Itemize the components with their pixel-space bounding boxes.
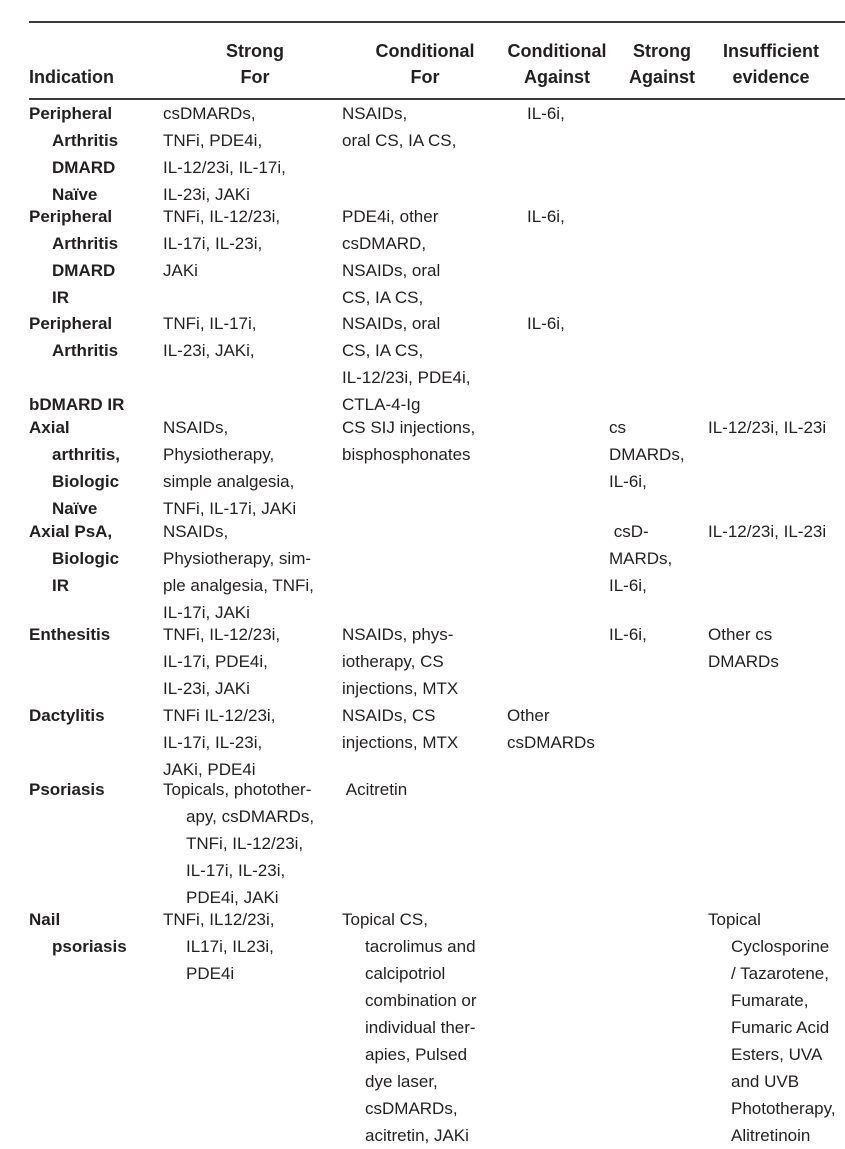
cell-line: PDE4i, JAKi [186,888,279,907]
cell-line: csDMARD, [342,234,427,253]
cell-line: ple analgesia, TNFi, [163,576,314,595]
cell-line: Naïve [52,499,98,518]
cell-insufficient [708,414,826,441]
cell-indication [29,621,110,648]
cell-line: IL-12/23i, IL-17i, [163,158,286,177]
cell-line: Physiotherapy, sim- [163,549,312,568]
column-header-line: Against [523,67,590,87]
cell-line: IL17i, IL23i, [186,937,274,956]
cell-line: TNFi, PDE4i, [163,131,263,150]
column-header-strong-for [195,38,315,90]
cell-line: IL-6i, [527,207,565,226]
cell-line: csDMARDs [507,733,595,752]
cell-line: csD- [609,522,649,541]
cell-indication [29,310,124,418]
cell-line: Fumarate, [731,991,809,1010]
cell-line: IL-12/23i, PDE4i, [342,368,471,387]
cell-strong-for [163,100,286,208]
cell-line: Physiotherapy, [163,445,275,464]
cell-line: simple analgesia, [163,472,295,491]
cell-insufficient [708,518,826,545]
cell-line: Peripheral [29,207,113,226]
cell-line: Fumaric Acid [731,1018,830,1037]
cell-line: MARDs, [609,549,673,568]
cell-line: TNFi, IL-12/23i, [163,207,281,226]
cell-line: IL-12/23i, IL-23i [708,418,827,437]
cell-conditional-for [342,310,471,418]
cell-line: CS, IA CS, [342,288,424,307]
cell-line: CS SIJ injections, [342,418,476,437]
cell-line: CTLA-4-Ig [342,395,421,414]
cell-line: arthritis, [52,445,121,464]
cell-conditional-against [527,203,565,230]
cell-conditional-against [527,310,565,337]
cell-line: oral CS, IA CS, [342,131,457,150]
cell-conditional-against [507,702,595,756]
cell-insufficient [708,621,779,675]
column-header-line: For [410,67,440,87]
cell-strong-for [163,621,280,702]
cell-strong-against [609,518,672,599]
cell-line: psoriasis [52,937,127,956]
cell-line: DMARDs [708,652,779,671]
column-header-insufficient [706,38,836,90]
column-header-line: evidence [732,67,810,87]
cell-line: injections, MTX [342,679,459,698]
cell-line: Axial [29,418,70,437]
cell-line: Topicals, photother- [163,780,312,799]
cell-line: Phototherapy, [731,1099,836,1118]
cell-line: CS, IA CS, [342,341,424,360]
cell-line: IL-23i, JAKi, [163,341,255,360]
cell-line: NSAIDs, [163,522,229,541]
cell-indication [29,100,118,208]
cell-conditional-against [527,100,565,127]
cell-line: IL-17i, IL-23i, [186,861,286,880]
cell-line: JAKi, PDE4i [163,760,256,779]
cell-line: JAKi [163,261,198,280]
cell-line: Other cs [708,625,773,644]
cell-line: Naïve [52,185,98,204]
cell-line: Biologic [52,549,120,568]
cell-line: calcipotriol [365,964,446,983]
column-header-line: Conditional [375,41,475,61]
cell-line: Arthritis [52,131,119,150]
cell-line: bDMARD IR [29,395,125,414]
cell-line: TNFi, IL-17i, [163,314,257,333]
cell-line: tacrolimus and [365,937,476,956]
cell-line: IL-12/23i, IL-23i [708,522,827,541]
cell-conditional-for [342,906,477,1149]
cell-line: TNFi, IL-12/23i, [186,834,304,853]
cell-line: apies, Pulsed [365,1045,468,1064]
cell-indication [29,518,119,599]
cell-line: NSAIDs, oral [342,314,441,333]
cell-strong-against [609,414,685,495]
column-header-conditional-against [497,38,617,90]
cell-line: acitretin, JAKi [365,1126,469,1145]
cell-indication [29,906,127,960]
column-header-conditional-for [355,38,495,90]
cell-line: Topical CS, [342,910,428,929]
cell-line: Alitretinoin [731,1126,811,1145]
cell-conditional-for [342,100,456,154]
cell-strong-for [163,776,314,911]
column-header-line: Insufficient [722,41,819,61]
cell-conditional-for [342,203,440,311]
cell-line: IL-23i, JAKi [163,185,250,204]
cell-line: TNFi, IL-12/23i, [163,625,281,644]
cell-strong-for [163,702,275,783]
cell-line: NSAIDs, oral [342,261,441,280]
cell-line: TNFi, IL-17i, JAKi [163,499,297,518]
cell-line: IR [52,576,69,595]
cell-line [29,364,124,391]
cell-line: Nail [29,910,61,929]
cell-line: Biologic [52,472,120,491]
cell-line: Topical [708,910,761,929]
cell-line: DMARDs, [609,445,685,464]
cell-line: csDMARDs, [365,1099,458,1118]
cell-line: Axial PsA, [29,522,113,541]
cell-strong-for [163,310,257,364]
column-header-line: Strong [226,41,284,61]
cell-line: Peripheral [29,104,113,123]
cell-line: IL-23i, JAKi [163,679,250,698]
cell-line: IL-6i, [609,472,647,491]
table-top-rule [29,21,845,23]
cell-line: Cyclosporine [731,937,830,956]
column-header-indication [29,38,139,90]
cell-line: bisphosphonates [342,445,471,464]
cell-line: / Tazarotene, [731,964,829,983]
cell-strong-against [609,621,647,648]
cell-indication [29,702,105,729]
cell-indication [29,203,118,311]
cell-line: individual ther- [365,1018,476,1037]
cell-line: Arthritis [52,341,119,360]
cell-strong-for [163,414,296,522]
column-header-line: For [240,67,270,87]
cell-line: TNFi, IL12/23i, [163,910,275,929]
cell-line: PDE4i, other [342,207,439,226]
column-header-line: Conditional [507,41,607,61]
cell-line: DMARD [52,158,116,177]
cell-conditional-for [342,621,458,702]
cell-line: NSAIDs, [342,104,408,123]
cell-line: injections, MTX [342,733,459,752]
cell-conditional-for [342,414,475,468]
cell-line: cs [609,418,626,437]
cell-line: TNFi IL-12/23i, [163,706,276,725]
cell-line: IL-17i, IL-23i, [163,733,263,752]
cell-line: apy, csDMARDs, [186,807,315,826]
cell-line: Psoriasis [29,780,105,799]
cell-line: IR [52,288,69,307]
cell-line: NSAIDs, [163,418,229,437]
cell-line: PDE4i [186,964,235,983]
cell-line: Arthritis [52,234,119,253]
cell-line: IL-17i, JAKi [163,603,250,622]
column-header-line: Strong [633,41,691,61]
column-header-line [29,38,139,64]
column-header-line: Indication [29,67,114,87]
cell-line: iotherapy, CS [342,652,444,671]
cell-line: IL-6i, [609,576,647,595]
cell-line: Esters, UVA [731,1045,823,1064]
cell-line: IL-6i, [527,104,565,123]
cell-line: IL-6i, [609,625,647,644]
cell-line: IL-6i, [527,314,565,333]
cell-line: csDMARDs, [163,104,256,123]
cell-line: Dactylitis [29,706,105,725]
cell-line: and UVB [731,1072,800,1091]
cell-strong-for [163,518,314,626]
cell-line: IL-17i, PDE4i, [163,652,268,671]
cell-line: Peripheral [29,314,113,333]
cell-line: Other [507,706,550,725]
cell-indication [29,414,120,522]
cell-line: IL-17i, IL-23i, [163,234,263,253]
cell-line: combination or [365,991,477,1010]
cell-indication [29,776,105,803]
column-header-line: Against [628,67,695,87]
cell-line: dye laser, [365,1072,438,1091]
column-header-strong-against [617,38,707,90]
cell-line: Acitretin [342,780,408,799]
cell-conditional-for [342,702,458,756]
cell-insufficient [708,906,836,1149]
cell-strong-for [163,203,280,284]
cell-line: NSAIDs, phys- [342,625,454,644]
cell-line: NSAIDs, CS [342,706,436,725]
cell-conditional-for [342,776,407,803]
cell-line: Enthesitis [29,625,111,644]
cell-strong-for [163,906,275,987]
cell-line: DMARD [52,261,116,280]
